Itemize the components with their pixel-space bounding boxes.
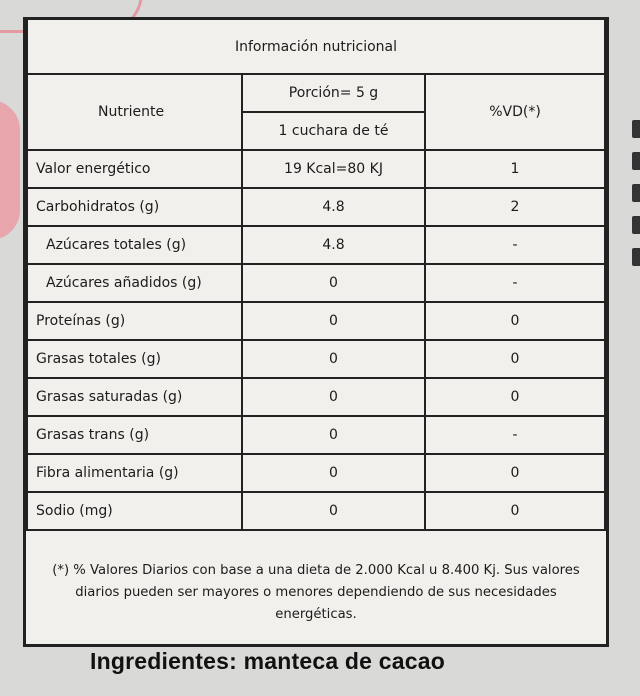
nutrient-dv: 0 <box>425 454 605 492</box>
header-row <box>27 74 605 112</box>
table-row <box>27 454 605 492</box>
nutrient-amount: 0 <box>242 492 425 530</box>
nutrient-amount: 4.8 <box>242 188 425 226</box>
nutrient-dv: - <box>425 264 605 302</box>
nutrient-dv: - <box>425 416 605 454</box>
table-row <box>27 378 605 416</box>
nutrient-name: Proteínas (g) <box>27 302 242 340</box>
nutrient-dv: - <box>425 226 605 264</box>
nutrient-dv: 1 <box>425 150 605 188</box>
daily-values-footnote: (*) % Valores Diarios con base a una dieta de 2.000 Kcal u 8.400 Kj. Sus valores diarios pueden ser mayores o menores dependiendo de sus necesidades energéticas. <box>52 563 580 622</box>
nutrient-amount: 0 <box>242 454 425 492</box>
package-decoration-shape <box>0 100 20 240</box>
nutrient-header: Nutriente <box>27 74 242 150</box>
nutrient-dv: 0 <box>425 340 605 378</box>
nutrient-name: Fibra alimentaria (g) <box>27 454 242 492</box>
ingredients-text: Ingredientes: manteca de cacao <box>90 648 445 674</box>
table-row <box>27 492 605 530</box>
package-edge-print <box>632 120 640 280</box>
nutrient-name: Grasas saturadas (g) <box>27 378 242 416</box>
nutrition-table <box>26 20 606 531</box>
nutrient-dv: 0 <box>425 378 605 416</box>
table-row <box>27 302 605 340</box>
nutrient-amount: 0 <box>242 302 425 340</box>
nutrient-name: Grasas trans (g) <box>27 416 242 454</box>
nutrient-name: Sodio (mg) <box>27 492 242 530</box>
nutrient-amount: 0 <box>242 264 425 302</box>
nutrient-amount: 4.8 <box>242 226 425 264</box>
nutrient-name: Azúcares añadidos (g) <box>27 264 242 302</box>
table-row <box>27 340 605 378</box>
label-title: Información nutricional <box>27 20 605 74</box>
nutrient-name: Valor energético <box>27 150 242 188</box>
nutrient-dv: 0 <box>425 492 605 530</box>
nutrient-dv: 0 <box>425 302 605 340</box>
table-row <box>27 264 605 302</box>
table-row <box>27 188 605 226</box>
table-row <box>27 226 605 264</box>
nutrient-name: Carbohidratos (g) <box>27 188 242 226</box>
nutrition-facts-label <box>23 17 609 647</box>
portion-measure: 1 cuchara de té <box>242 112 425 150</box>
dv-header: %VD(*) <box>425 74 605 150</box>
nutrient-dv: 2 <box>425 188 605 226</box>
title-row <box>27 20 605 74</box>
nutrient-name: Azúcares totales (g) <box>27 226 242 264</box>
nutrient-amount: 19 Kcal=80 KJ <box>242 150 425 188</box>
table-row <box>27 150 605 188</box>
nutrient-name: Grasas totales (g) <box>27 340 242 378</box>
table-row <box>27 416 605 454</box>
portion-header: Porción= 5 g <box>242 74 425 112</box>
nutrient-amount: 0 <box>242 416 425 454</box>
nutrient-amount: 0 <box>242 340 425 378</box>
nutrient-amount: 0 <box>242 378 425 416</box>
